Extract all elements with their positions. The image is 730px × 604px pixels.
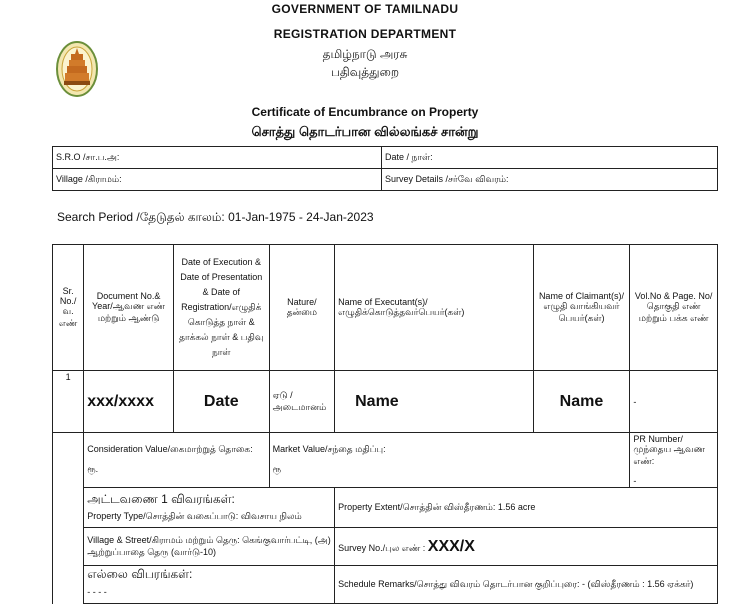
col-sr-no: Sr. No./வ. எண் xyxy=(53,245,84,371)
survey-number xyxy=(335,528,718,566)
tamilnadu-emblem-icon xyxy=(55,40,99,98)
header-department-tamil: பதிவுத்துறை xyxy=(331,65,399,79)
consideration-value xyxy=(84,433,269,488)
pr-label: PR Number/முந்தைய ஆவண எண்: xyxy=(633,434,706,466)
col-executant: Name of Executant(s)/ எழுதிக்கொடுத்தவர்பெயர்(கள்) xyxy=(335,245,533,371)
market-label: Market Value/சந்தை மதிப்பு: xyxy=(272,444,386,454)
row-vol-page: - xyxy=(630,371,718,433)
date-cell: Date / நாள்: xyxy=(382,147,718,169)
col-document-no: Document No.& Year/ஆவண எண் மற்றும் ஆண்டு xyxy=(84,245,174,371)
market-value xyxy=(269,433,630,488)
village-street: Village & Street/கிராமம் மற்றும் தெரு: கெங்குவார்பட்டி, (அ) ஆற்றுப்பாதை தெரு (வார்டு-10) xyxy=(84,528,335,566)
property-extent: Property Extent/சொத்தின் விஸ்தீரணம்: 1.56 acre xyxy=(335,488,718,528)
row-executant-name: Name xyxy=(335,371,533,433)
consideration-label: Consideration Value/கைமாற்றுத் தொகை: xyxy=(87,444,253,454)
survey-details-cell: Survey Details /சர்வே விவரம்: xyxy=(382,169,718,191)
header-government: GOVERNMENT OF TAMILNADU xyxy=(271,2,459,16)
survey-label: Survey No./புல எண் : xyxy=(338,542,428,553)
col-nature: Nature/தன்மை xyxy=(269,245,334,371)
row-nature: ஏடு / அடைமானம் xyxy=(269,371,334,433)
schedule-remarks: Schedule Remarks/சொத்து விவரம் தொடர்பான குறிப்புரை: - (விஸ்தீரணம் : 1.56 ஏக்கர்) xyxy=(335,566,718,604)
schedule-heading: அட்டவணை 1 விவரங்கள்: xyxy=(87,492,235,506)
header-government-tamil: தமிழ்நாடு அரசு xyxy=(322,47,408,61)
search-period-separator: - xyxy=(295,210,307,224)
market-amount: ரூ xyxy=(272,464,282,474)
search-period-from: 01-Jan-1975 xyxy=(228,210,296,224)
search-period-label: Search Period /தேடுதல் காலம்: xyxy=(57,210,229,224)
table-row xyxy=(53,371,718,433)
search-period xyxy=(57,210,374,226)
row-sr: 1 xyxy=(53,371,84,433)
header-department: REGISTRATION DEPARTMENT xyxy=(273,27,457,41)
boundary-value: - - - - xyxy=(87,587,107,597)
row-document-no: xxx/xxxx xyxy=(84,371,174,433)
search-period-to: 24-Jan-2023 xyxy=(306,210,374,224)
property-info-table xyxy=(52,146,718,191)
boundary-details xyxy=(84,566,335,604)
row-claimant-name: Name xyxy=(533,371,630,433)
sro-cell: S.R.O /சா.ப.அ: xyxy=(53,147,382,169)
certificate-title: Certificate of Encumbrance on Property xyxy=(251,105,479,119)
property-type: Property Type/சொத்தின் வகைப்பாடு: விவசாய நிலம் xyxy=(87,511,302,521)
col-vol-page: Vol.No & Page. No/ தொகுதி எண் மற்றும் பக்க எண் xyxy=(630,245,718,371)
schedule-details xyxy=(84,488,335,528)
consideration-amount: ரூ. xyxy=(87,464,99,474)
certificate-title-tamil: சொத்து தொடர்பான வில்லங்கச் சான்று xyxy=(251,124,479,139)
col-dates: Date of Execution & Date of Presentation & Date of Registration/எழுதிக் கொடுத்த நாள் & தாக்கல் நாள் & பதிவு நாள் xyxy=(173,245,269,371)
col-claimant: Name of Claimant(s)/ எழுதி வாங்கியவர் பெயர்(கள்) xyxy=(533,245,630,371)
row-date: Date xyxy=(173,371,269,433)
survey-value: XXX/X xyxy=(427,537,475,555)
pr-number xyxy=(630,433,718,488)
encumbrance-table xyxy=(52,244,718,604)
boundary-heading: எல்லை விபரங்கள்: xyxy=(87,567,193,581)
pr-value: - xyxy=(633,476,637,486)
village-cell: Village /கிராமம்: xyxy=(53,169,382,191)
